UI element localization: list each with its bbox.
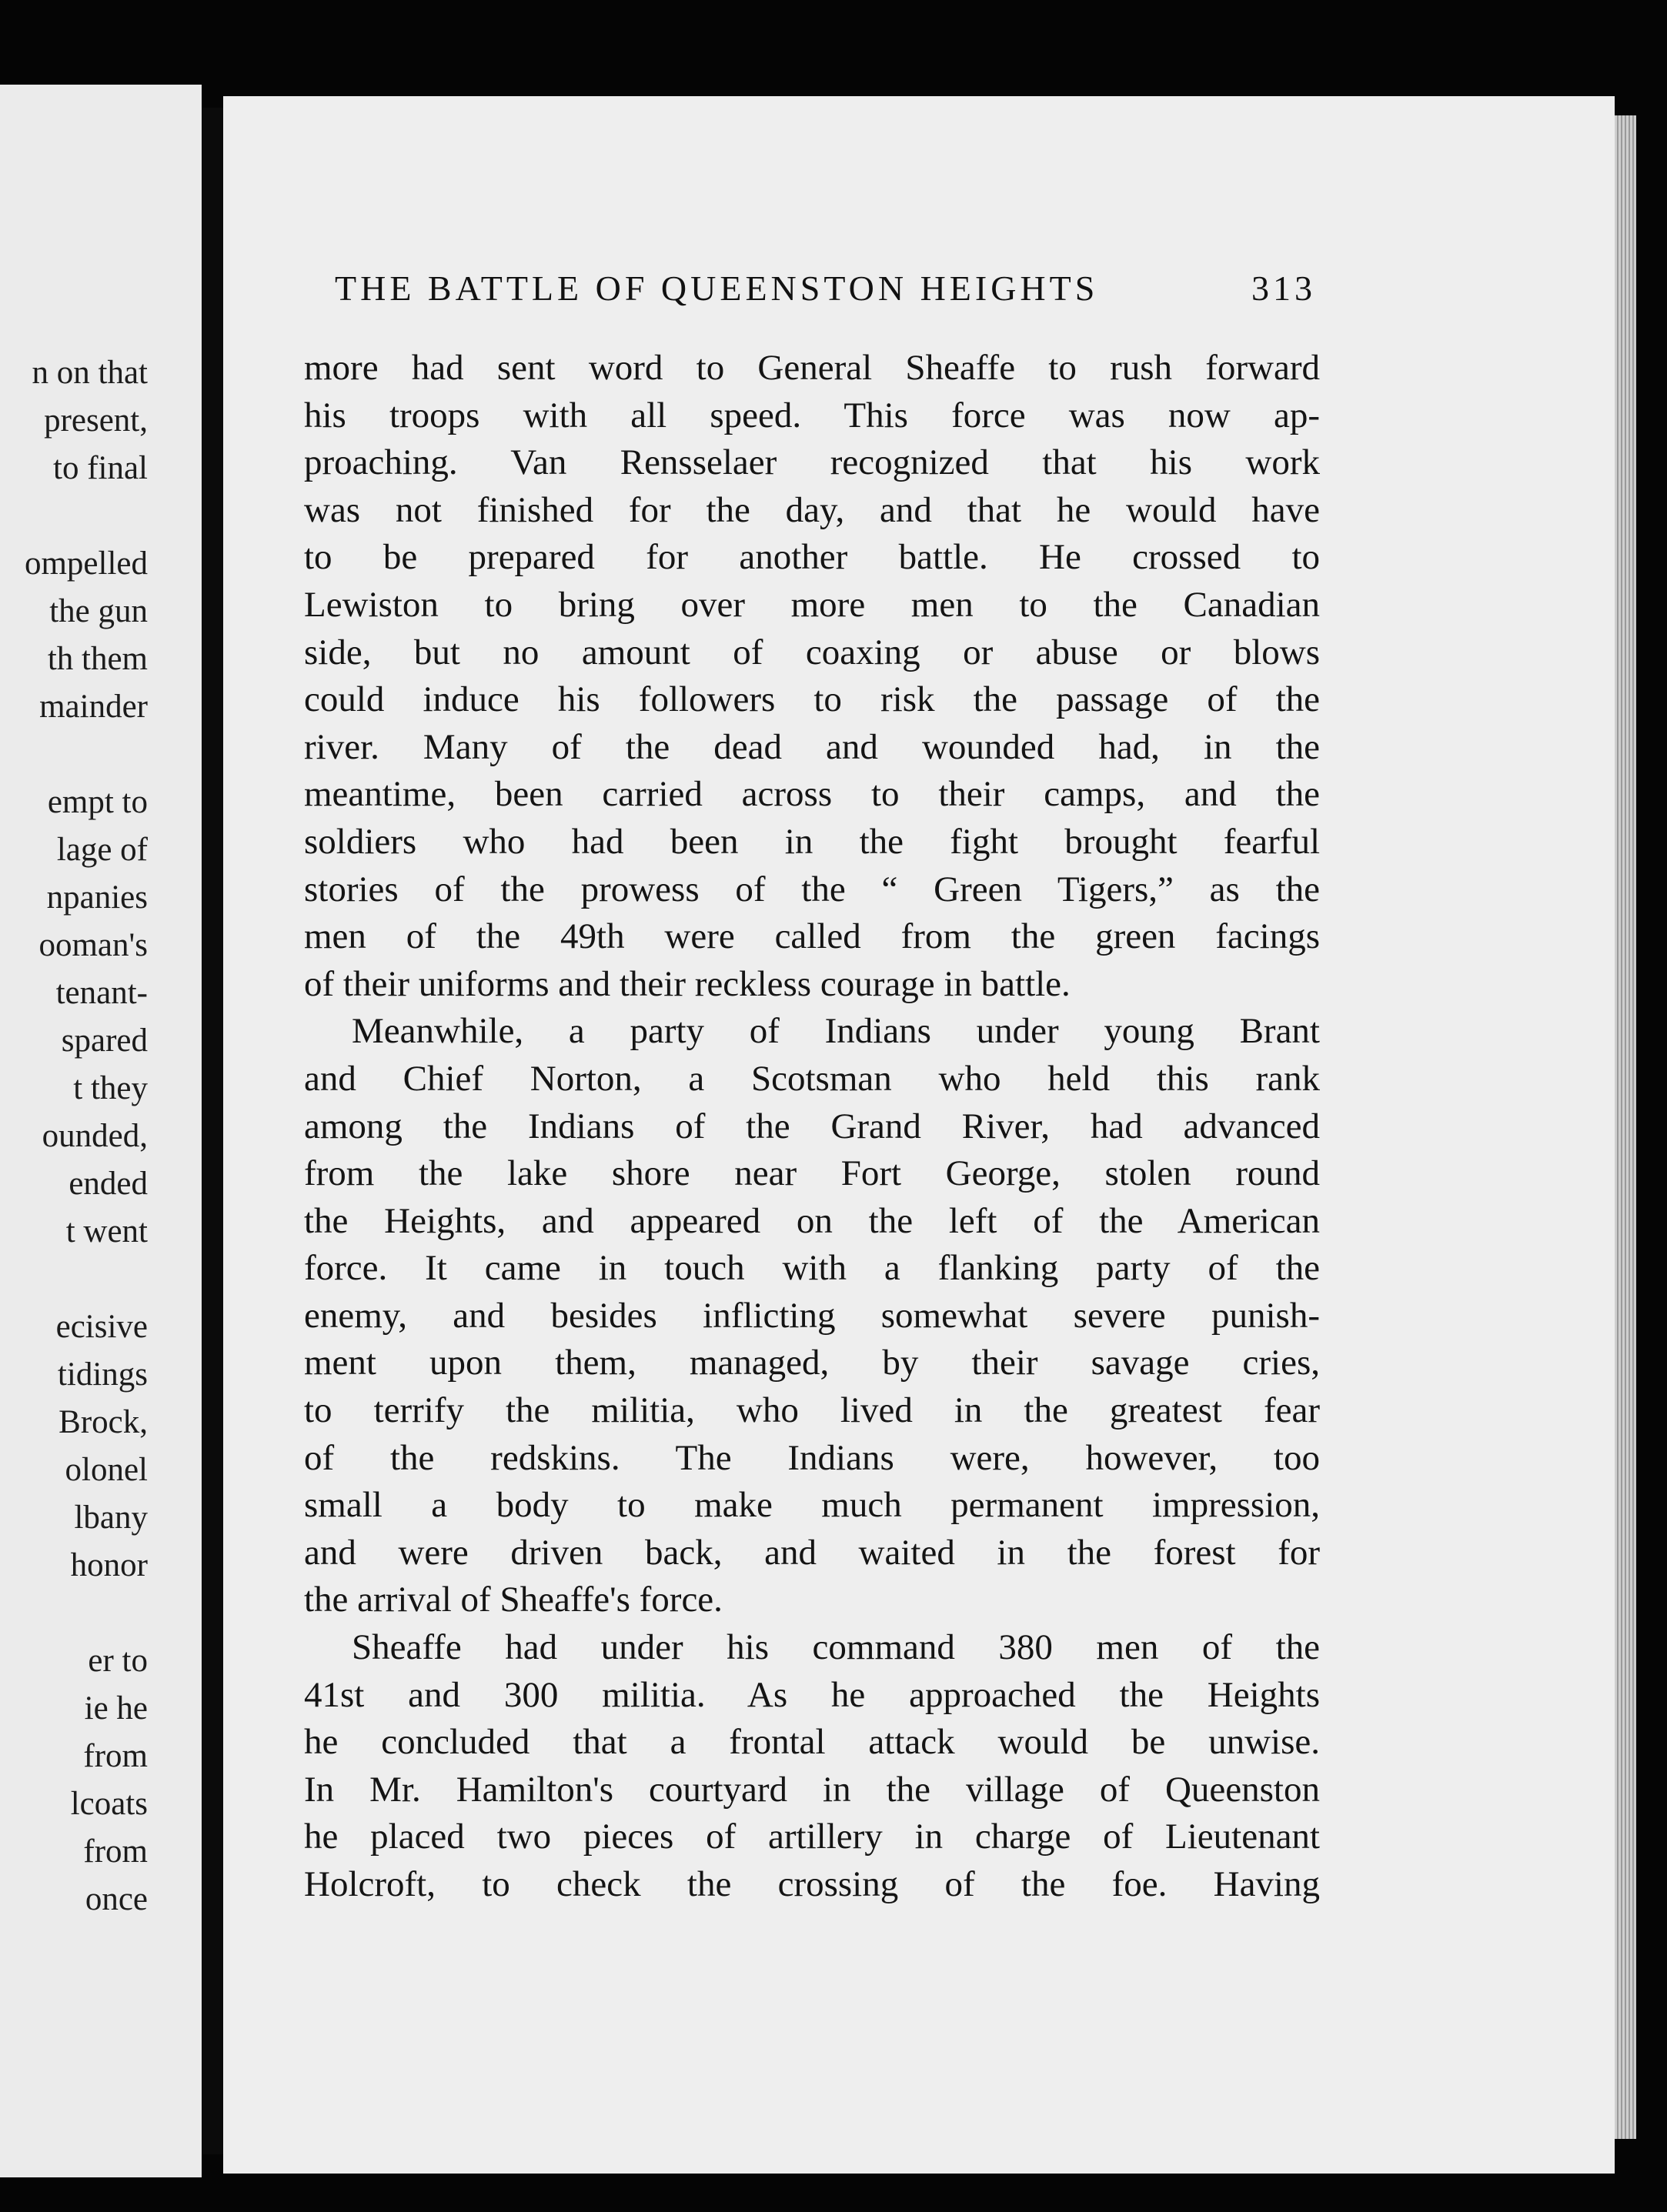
text-line: men of the 49th were called from the green facings xyxy=(304,916,1320,957)
text-line: he placed two pieces of artillery in charge of Lieutenant xyxy=(304,1817,1320,1857)
left-page-fragment: ounded, xyxy=(42,1118,148,1154)
left-page-fragment: lage of xyxy=(56,832,148,868)
left-page-fragment: t they xyxy=(73,1070,148,1106)
text-line: In Mr. Hamilton's courtyard in the village of Queenston xyxy=(304,1769,1320,1810)
left-page-fragment: to final xyxy=(53,450,148,486)
left-page-fragment: spared xyxy=(61,1023,148,1059)
left-page-fragment: ie he xyxy=(84,1690,148,1727)
left-page-fragment: empt to xyxy=(47,784,148,820)
text-line: of the redskins. The Indians were, however, too xyxy=(304,1437,1320,1478)
left-page-fragment: ompelled xyxy=(24,545,148,582)
page-edge xyxy=(1615,115,1636,2139)
text-line: he concluded that a frontal attack would be unwise. xyxy=(304,1722,1320,1763)
page-number: 313 xyxy=(1251,269,1316,308)
text-line: small a body to make much permanent impression, xyxy=(304,1485,1320,1526)
text-line: river. Many of the dead and wounded had, in the xyxy=(304,726,1320,767)
left-page-fragment: lbany xyxy=(74,1500,148,1536)
left-page-fragment: from xyxy=(83,1833,148,1870)
text-line: and were driven back, and waited in the forest for xyxy=(304,1532,1320,1573)
text-line: was not finished for the day, and that he would have xyxy=(304,489,1320,530)
left-page-fragment: honor xyxy=(70,1547,148,1583)
text-line: the Heights, and appeared on the left of the American xyxy=(304,1200,1320,1241)
text-line: among the Indians of the Grand River, had advanced xyxy=(304,1106,1320,1146)
left-page-fragment: lcoats xyxy=(70,1786,148,1822)
text-line: proaching. Van Rensselaer recognized that his work xyxy=(304,442,1320,483)
left-page-fragment: ooman's xyxy=(38,927,148,963)
text-line: the arrival of Sheaffe's force. xyxy=(304,1580,723,1620)
text-line: to terrify the militia, who lived in the greatest fear xyxy=(304,1390,1320,1431)
running-head-title: THE BATTLE OF QUEENSTON HEIGHTS xyxy=(335,269,1099,308)
left-page-fragment: ecisive xyxy=(55,1309,148,1345)
text-line: of their uniforms and their reckless courage in battle. xyxy=(304,963,1071,1004)
left-page-fragment: npanies xyxy=(46,879,148,916)
left-page-fragment: ended xyxy=(68,1166,148,1202)
text-line: enemy, and besides inflicting somewhat severe punish- xyxy=(304,1295,1320,1336)
text-line: from the lake shore near Fort George, stolen round xyxy=(304,1153,1320,1194)
left-page-fragment: n on that xyxy=(32,355,148,391)
body-text xyxy=(304,345,1320,1909)
text-line: could induce his followers to risk the passage of the xyxy=(304,679,1320,720)
left-page-fragment: the gun xyxy=(49,593,148,629)
left-page-fragment: mainder xyxy=(39,689,148,725)
text-line: more had sent word to General Sheaffe to rush forward xyxy=(304,348,1320,388)
left-page-fragment: once xyxy=(85,1881,148,1917)
left-page-fragment: t went xyxy=(65,1213,148,1249)
left-page-fragment: present, xyxy=(44,402,148,439)
text-line: Holcroft, to check the crossing of the foe. Having xyxy=(304,1864,1320,1904)
text-line: Lewiston to bring over more men to the Canadian xyxy=(304,584,1320,625)
left-page-fragment: olonel xyxy=(65,1452,148,1488)
left-page-fragment: from xyxy=(83,1738,148,1774)
text-line: ment upon them, managed, by their savage cries, xyxy=(304,1343,1320,1383)
text-line: soldiers who had been in the fight brought fearful xyxy=(304,821,1320,862)
text-line: his troops with all speed. This force was now ap- xyxy=(304,395,1320,435)
left-page-fragment: er to xyxy=(88,1643,148,1679)
text-line: to be prepared for another battle. He crossed to xyxy=(304,537,1320,578)
left-page-fragment: Brock, xyxy=(58,1404,148,1440)
paragraph-first-line: Meanwhile, a party of Indians under young Brant xyxy=(352,1011,1320,1052)
book-gutter xyxy=(202,108,223,2154)
left-facing-page xyxy=(0,85,202,2177)
text-line: 41st and 300 militia. As he approached the Heights xyxy=(304,1674,1320,1715)
text-line: meantime, been carried across to their camps, and the xyxy=(304,774,1320,815)
left-page-fragment: tenant- xyxy=(55,975,148,1011)
left-page-fragment: th them xyxy=(47,641,148,677)
text-line: and Chief Norton, a Scotsman who held this rank xyxy=(304,1058,1320,1099)
text-line: stories of the prowess of the “ Green Tigers,” as the xyxy=(304,869,1320,909)
paragraph-first-line: Sheaffe had under his command 380 men of the xyxy=(352,1627,1320,1668)
left-page-fragment: tidings xyxy=(57,1356,148,1393)
text-line: side, but no amount of coaxing or abuse or blows xyxy=(304,632,1320,672)
text-line: force. It came in touch with a flanking party of the xyxy=(304,1248,1320,1289)
